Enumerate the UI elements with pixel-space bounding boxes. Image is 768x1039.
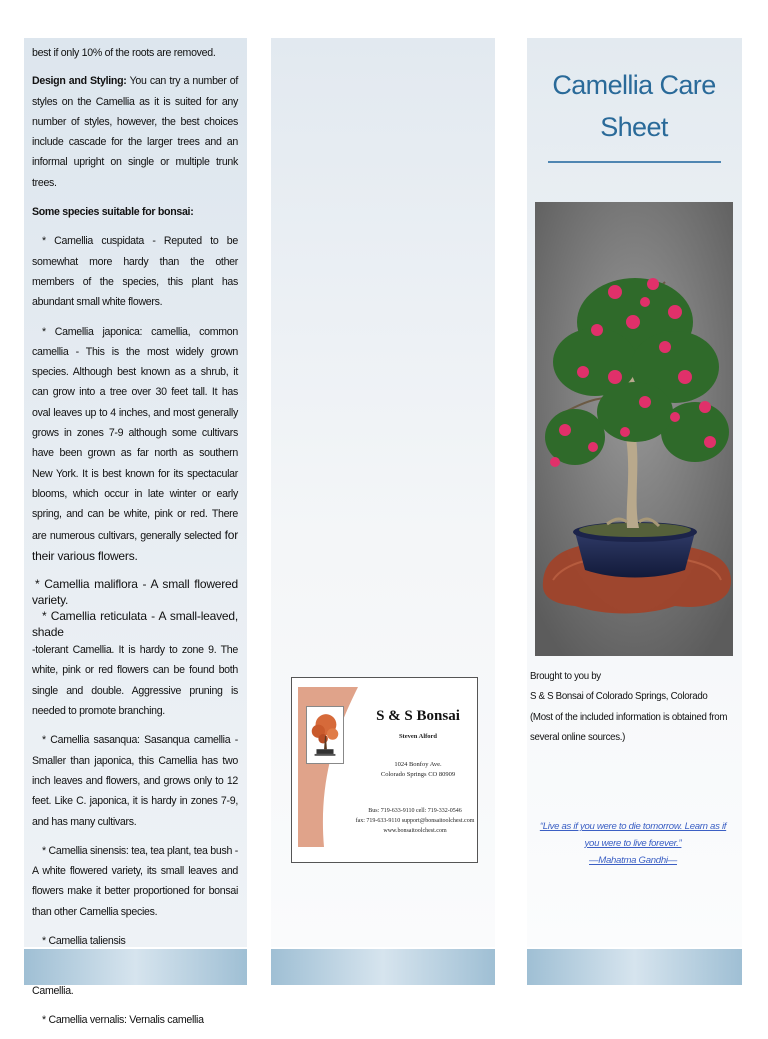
card-business-name: S & S Bonsai: [376, 708, 460, 724]
card-address: [358, 760, 478, 780]
left-text-column: [32, 43, 238, 1039]
quote-block[interactable]: [538, 818, 728, 869]
quote-author[interactable]: —Mahatma Gandhi—: [589, 855, 677, 866]
species-vernalis: * Camellia vernalis: Vernalis camellia: [42, 1013, 204, 1026]
credits-line-1: Brought to you by: [530, 671, 601, 682]
title-line-1: Camellia Care: [552, 70, 716, 100]
quote-line-1[interactable]: “Live as if you were to die tomorrow. Learn as if: [539, 821, 727, 832]
species-reticulata-head: * Camellia reticulata - A small-leaved, shade: [32, 609, 238, 640]
design-text: You can try a number of styles on the Camellia as it is suited for any number of styles, however, the best choices include cascade for the larger trees and an informal upright on single or multiple trunk trees.: [32, 75, 239, 189]
species-japonica-text: * Camellia japonica: camellia, common camellia - This is the most widely grown species. Although best known as a shrub, it can grow into a tree over 30 feet tall. It has oval leaves up to 4 inches, and most generally grows in zones 7-9 although some cultivars have been grown as far north as southern New York. It is best known for its spectacular blooms, which occur in late winter or early spring, and can be white, pink or red. There are numerous cultivars, generally selected: [32, 325, 238, 542]
card-contact: [352, 806, 478, 836]
species-japonica-tail: for their various flowers.: [32, 527, 238, 563]
species-maliflora: * Camellia maliflora - A small flowered variety.: [32, 577, 238, 608]
credits-line-2: S & S Bonsai of Colorado Springs, Colorado: [530, 691, 708, 703]
credits-block: [530, 667, 742, 748]
card-address-line-1: 1024 Bonfoy Ave.: [394, 761, 442, 768]
left-footer-bar: [24, 949, 247, 985]
bonsai-photo: [535, 202, 733, 656]
species-taliensis: * Camellia taliensis: [42, 934, 126, 947]
card-bonsai-icon: [306, 706, 344, 764]
design-paragraph: [32, 71, 238, 193]
credits-line-3: (Most of the included information is obtained from several online sources.): [530, 711, 728, 743]
title-line-2: Sheet: [600, 112, 668, 142]
card-phone: Bus: 719-633-9110 cell: 719-332-0546: [368, 808, 462, 814]
species-japonica: [32, 322, 238, 568]
species-cuspidata: * Camellia cuspidata - Reputed to be somewhat more hardy than the other members of the species, this plant has abundant small white flowers.: [32, 235, 238, 309]
roots-paragraph: best if only 10% of the roots are removed.: [32, 47, 216, 59]
right-footer-bar: [527, 949, 742, 985]
species-tsaii: Camellia.: [32, 984, 74, 997]
card-address-line-2: Colorado Springs CO 80909: [380, 771, 456, 778]
species-heading-text: Some species suitable for bonsai:: [32, 206, 194, 219]
species-sinensis: * Camellia sinensis: tea, tea plant, tea bush - A white flowered variety, its small leaves and flowers make it better proportioned for bonsai than other Camellia species.: [32, 844, 238, 918]
species-heading: [32, 202, 238, 222]
card-person-name: Steven Alford: [398, 733, 438, 740]
middle-footer-bar: [271, 949, 495, 985]
card-website: www.bonsaitoolchest.com: [383, 828, 447, 834]
page-title: [541, 64, 727, 148]
design-label: Design and Styling:: [32, 75, 127, 88]
title-underline: [548, 161, 721, 163]
species-sasanqua: * Camellia sasanqua: Sasanqua camellia - Smaller than japonica, this Camellia has two inch leaves and flowers, and grows only to 12 feet. Like C. japonica, it is hardy in zones 7-9, and has many cultivars.: [32, 734, 238, 828]
card-fax-email: fax: 719-633-9110 support@bonsaitoolchest.com: [355, 818, 475, 824]
left-panel: [24, 38, 247, 1026]
species-reticulata-body: -tolerant Camellia. It is hardy to zone 9. The white, pink or red flowers can be found both single and double. Aggressive pruning is needed to promote branching.: [32, 644, 238, 718]
business-card: [291, 677, 478, 863]
quote-line-2[interactable]: you were to live forever.”: [584, 838, 682, 849]
